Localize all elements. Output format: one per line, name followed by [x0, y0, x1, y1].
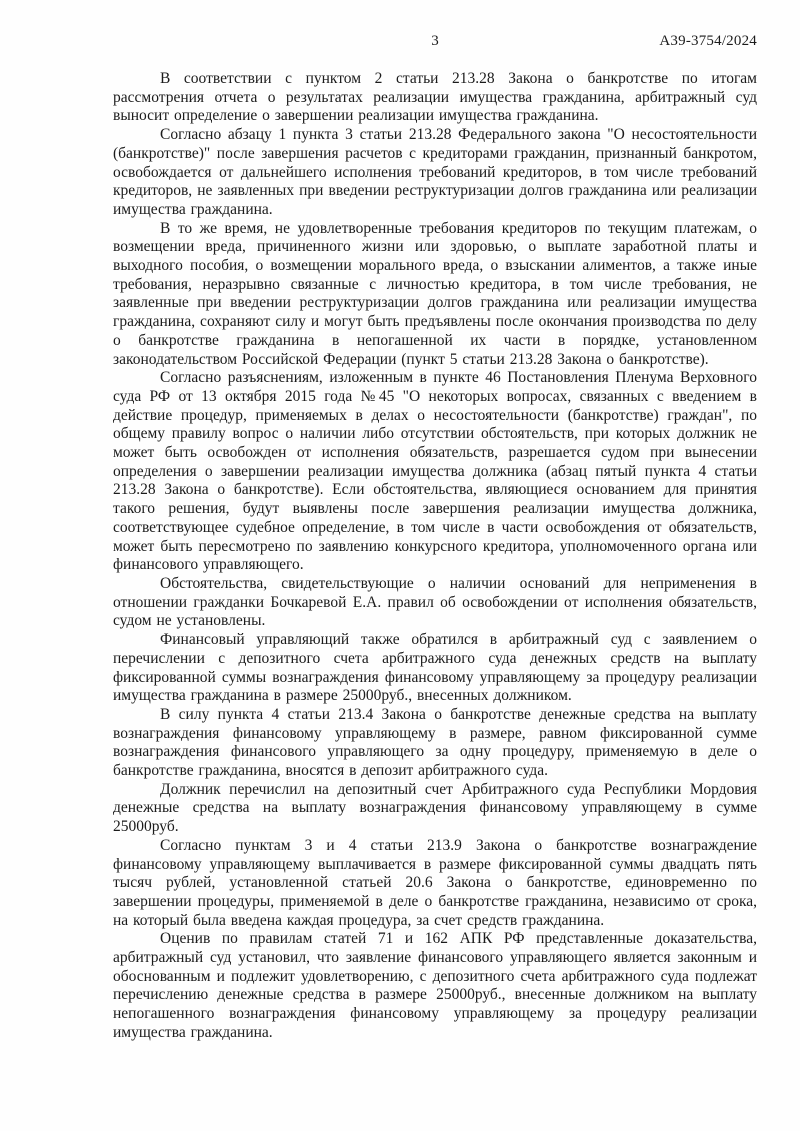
page-number: 3: [431, 33, 439, 49]
paragraph-plenum-45-clarification: Согласно разъяснениям, изложенным в пункте 46 Постановления Пленума Верховного суда РФ от 13 октября 2015 года №45 "О некоторых вопросах, связанных с введением в действие процедур, применяемых в делах о несостоятельности (банкротстве) граждан", по общему правилу вопрос о наличии либо отсутствии обстоятельств, при которых должник не может быть освобожден от исполнения обязательств, разрешается судом при вынесении определения о завершении реализации имущества должника (абзац пятый пункта 4 статьи 213.28 Закона о банкротстве). Если обстоятельства, являющиеся основанием для принятия такого решения, будут выявлены после завершения реализации имущества должника, соответствующее судебное определение, в том числе в части освобождения от обязательств, может быть пересмотрено по заявлению конкурсного кредитора, уполномоченного органа или финансового управляющего.: [113, 369, 757, 574]
paragraph-court-conclusion: Оценив по правилам статей 71 и 162 АПК РФ представленные доказательства, арбитражный суд установил, что заявление финансового управляющего является законным и обоснованным и подлежит удовлетворению, с депозитного счета арбитражного суда подлежат перечислению денежные средства в размере 25000руб., внесенные должником на выплату непогашенного вознаграждения финансовому управляющему за процедуру реализации имущества гражданина.: [113, 930, 757, 1041]
paragraph-surviving-claims: В то же время, не удовлетворенные требования кредиторов по текущим платежам, о возмещении вреда, причиненного жизни или здоровью, о выплате заработной платы и выходного пособия, о возмещении морального вреда, о взыскании алиментов, а также иные требования, неразрывно связанные с личностью кредитора, в том числе требования, не заявленные при введении реструктуризации долгов гражданина или реализации имущества гражданина, сохраняют силу и могут быть предъявлены после окончания производства по делу о банкротстве гражданина в непогашенной их части в порядке, установленном законодательством Российской Федерации (пункт 5 статьи 213.28 Закона о банкротстве).: [113, 219, 757, 368]
paragraph-law-213-28-p3: Согласно абзацу 1 пункта 3 статьи 213.28 Федерального закона "О несостоятельности (банкротстве)" после завершения расчетов с кредиторами гражданин, признанный банкротом, освобождается от дальнейшего исполнения требований кредиторов, в том числе требований кредиторов, не заявленных при введении реструктуризации долгов гражданина или реализации имущества гражданина.: [113, 126, 757, 218]
paragraph-manager-application: Финансовый управляющий также обратился в арбитражный суд с заявлением о перечислении с депозитного счета арбитражного суда денежных средств на выплату фиксированной суммы вознаграждения финансовому управляющему за процедуру реализации имущества гражданина в размере 25000руб., внесенных должником.: [113, 631, 757, 705]
document-body: [113, 70, 757, 1043]
paragraph-no-grounds-found: Обстоятельства, свидетельствующие о наличии оснований для неприменения в отношении гражданки Бочкаревой Е.А. правил об освобождении от исполнения обязательств, судом не установлены.: [113, 574, 757, 630]
paragraph-law-213-4-deposit: В силу пункта 4 статьи 213.4 Закона о банкротстве денежные средства на выплату вознаграждения финансовому управляющему в размере, равном фиксированной сумме вознаграждения финансового управляющего за одну процедуру, применяемую в деле о банкротстве гражданина, вносятся в депозит арбитражного суда.: [113, 705, 757, 780]
paragraph-law-213-9-fee: Согласно пунктам 3 и 4 статьи 213.9 Закона о банкротстве вознаграждение финансовому управляющему выплачивается в размере фиксированной суммы двадцать пять тысяч рублей, установленной статьей 20.6 Закона о банкротстве, единовременно по завершении процедуры, применяемой в деле о банкротстве гражданина, независимо от срока, на который была введена каждая процедура, за счет средств гражданина.: [113, 836, 757, 929]
case-number: А39-3754/2024: [659, 33, 757, 49]
paragraph-debtor-deposit: Должник перечислил на депозитный счет Арбитражного суда Республики Мордовия денежные средства на выплату вознаграждения финансовому управляющему в сумме 25000руб.: [113, 780, 757, 836]
page-header: [113, 33, 757, 53]
paragraph-law-213-28-p2: В соответствии с пунктом 2 статьи 213.28 Закона о банкротстве по итогам рассмотрения отчета о результатах реализации имущества гражданина, арбитражный суд выносит определение о завершении реализации имущества гражданина.: [113, 70, 757, 125]
